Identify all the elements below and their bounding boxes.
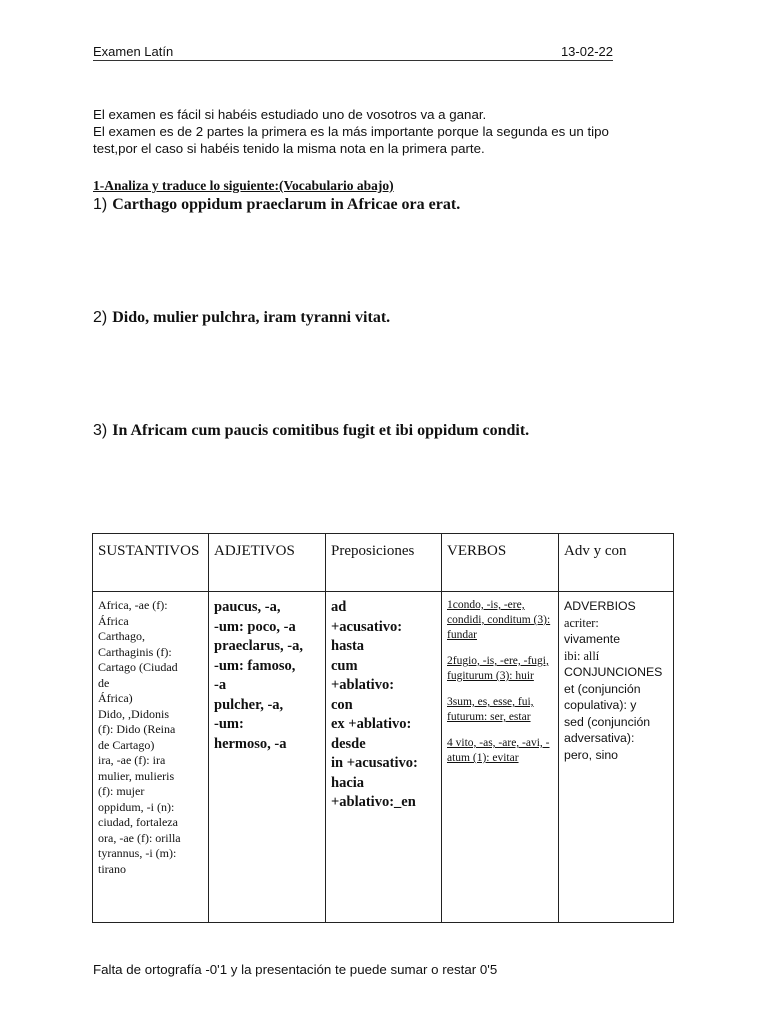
list-item: paucus, -a, [214,599,281,615]
sentence-3 [93,422,529,440]
intro-paragraph [93,106,673,157]
sentence-text: Carthago oppidum praeclarum in Africae ora erat. [112,196,461,213]
list-item: +ablativo: [331,677,395,693]
list-item: ora, -ae (f): orilla [98,830,181,845]
exercise-heading: 1-Analiza y traduce lo siguiente:(Vocabulario abajo) [93,178,394,193]
cell-verbos [442,592,559,923]
list-item: (f): mujer [98,784,145,798]
list-item: adversativa): [564,731,635,745]
list-item: acriter: [564,615,599,630]
sentence-text: In Africam cum paucis comitibus fugit et ibi oppidum condit. [112,422,530,439]
header-verbos: VERBOS [442,534,559,592]
list-item: de [98,675,110,690]
list-item: ciudad, fortaleza [98,815,178,829]
list-item: Dido, ,Didonis [98,706,170,721]
list-item: con [331,696,353,713]
list-item: praeclarus, -a, [214,638,303,654]
sentence-number: 2) [93,309,108,326]
list-item: Cartago (Ciudad [98,660,178,674]
cell-adverbios-conjunciones [559,592,674,923]
footer-note: Falta de ortografía -0'1 y la presentación te puede sumar o restar 0'5 [93,962,498,977]
cell-preposiciones [326,592,442,923]
list-item: hermoso, -a [214,735,287,752]
intro-line: test,por el caso si habéis tenido la misma nota en la primera parte. [93,141,485,156]
conjunciones-heading: CONJUNCIONES [564,665,663,679]
list-item: 2fugio, -is, -ere, -fugi, fugiturum (3): huir [447,655,549,682]
header-title: Examen Latín [93,44,174,59]
document-header [93,44,613,61]
list-item: mulier, mulieris [98,768,175,783]
sentence-text: Dido, mulier pulchra, iram tyranni vitat. [112,309,391,326]
header-adjetivos: ADJETIVOS [209,534,326,592]
list-item: 4 vito, -as, -are, -avi, -atum (1): evitar [447,737,550,764]
list-item: +ablativo:_en [331,794,416,810]
cell-adjetivos [209,592,326,923]
list-item: hasta [331,638,365,654]
list-item: cum [331,657,358,674]
list-item: ira, -ae (f): ira [98,753,166,767]
table-row [93,592,674,923]
list-item: vivamente [564,632,621,646]
list-item: Carthago, [98,629,145,643]
list-item: +acusativo: [331,618,403,635]
header-date: 13-02-22 [560,44,613,59]
list-item: ad [331,599,347,615]
list-item: 3sum, es, esse, fui, futurum: ser, estar [447,696,534,723]
list-item: desde [331,735,366,752]
list-item: 1condo, -is, -ere, condidi, conditum (3): fundar [447,599,551,641]
list-item: Africa, -ae (f): [98,598,168,612]
list-item: -a [214,677,227,693]
header-preposiciones: Preposiciones [326,534,442,592]
list-item: copulativa): y [564,698,637,712]
list-item: oppidum, -i (n): [98,799,175,814]
list-item: et (conjunción [564,681,641,696]
list-item: hacia [331,774,365,791]
list-item: Carthaginis (f): [98,644,172,659]
intro-line: El examen es fácil si habéis estudiado uno de vosotros va a ganar. [93,107,487,122]
sentence-1 [93,196,460,214]
list-item: África) [98,691,133,705]
list-item: -um: famoso, [214,657,296,674]
header-sustantivos: SUSTANTIVOS [93,534,209,592]
list-item: de Cartago) [98,737,155,752]
adverbios-heading: ADVERBIOS [564,599,636,613]
sentence-2 [93,309,390,327]
table-header-row [93,534,674,592]
list-item: África [98,613,129,628]
list-item: ibi: allí [564,648,600,663]
vocabulary-table [92,533,674,923]
list-item: tirano [98,861,126,876]
list-item: pero, sino [564,747,619,762]
list-item: sed (conjunción [564,714,651,729]
cell-sustantivos [93,592,209,923]
intro-line: El examen es de 2 partes la primera es la más importante porque la segunda es un tipo [93,124,609,139]
list-item: in +acusativo: [331,755,418,771]
header-adv-con: Adv y con [559,534,674,592]
sentence-number: 1) [93,196,108,213]
list-item: (f): Dido (Reina [98,722,176,736]
list-item: tyrannus, -i (m): [98,846,177,860]
list-item: ex +ablativo: [331,716,412,732]
list-item: -um: poco, -a [214,618,296,635]
list-item: pulcher, -a, [214,696,284,713]
sentence-number: 3) [93,422,108,439]
list-item: -um: [214,716,244,732]
